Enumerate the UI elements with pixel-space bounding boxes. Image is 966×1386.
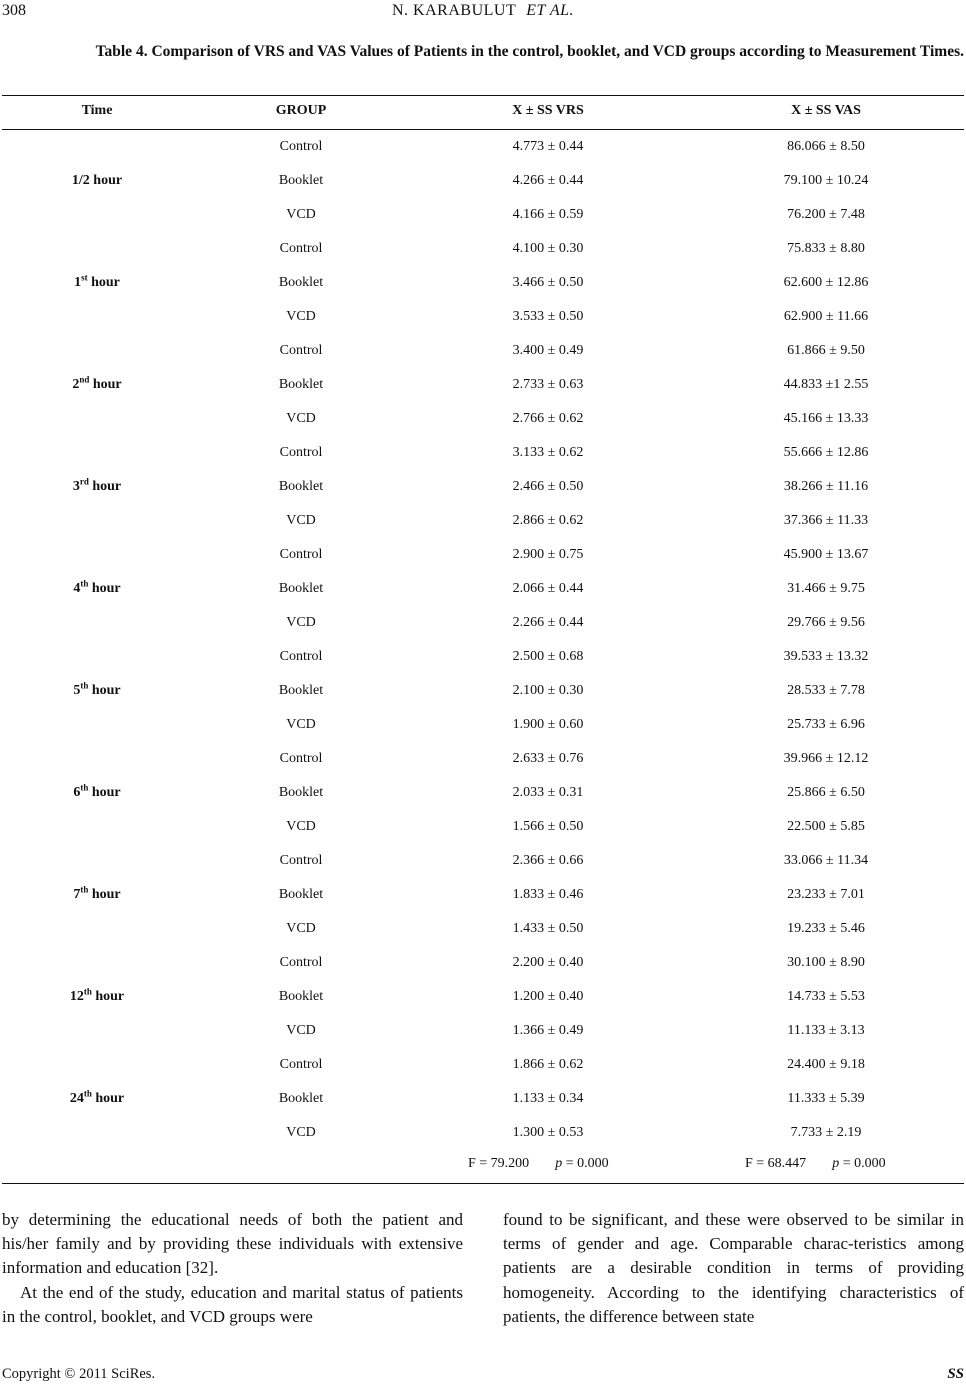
group-cell: Control (279, 343, 323, 358)
vrs-f-value: F = 79.200 (468, 1156, 530, 1171)
group-cell: Control (279, 751, 323, 766)
vas-cell: 25.866 ± 6.50 (787, 785, 865, 800)
vas-cell: 23.233 ± 7.01 (787, 887, 865, 902)
group-cell: VCD (286, 1125, 316, 1140)
group-cell: VCD (286, 717, 316, 732)
time-label-unit: hour (87, 275, 120, 290)
left-column-text (2, 1208, 463, 1329)
vas-cell: 38.266 ± 11.16 (783, 479, 869, 494)
vrs-cell: 3.400 ± 0.49 (512, 343, 584, 358)
vrs-cell: 3.466 ± 0.50 (512, 275, 584, 290)
vrs-cell: 2.500 ± 0.68 (512, 649, 584, 664)
time-label-ordinal: th (83, 986, 92, 997)
time-label-value: 24 (69, 1091, 84, 1106)
time-label-ordinal: th (83, 1088, 92, 1099)
time-label-value: 2 (72, 377, 80, 392)
header-vas: X ± SS VAS (791, 103, 861, 118)
vas-cell: 55.666 ± 12.86 (783, 445, 869, 460)
vas-cell: 44.833 ±1 2.55 (783, 377, 869, 392)
group-cell: VCD (286, 309, 316, 324)
group-cell: Booklet (278, 275, 324, 290)
group-cell: Booklet (278, 989, 324, 1004)
time-label-ordinal: th (80, 782, 89, 793)
running-head (0, 2, 966, 20)
time-label (73, 886, 120, 904)
vrs-cell: 2.266 ± 0.44 (512, 615, 584, 630)
vrs-cell: 2.633 ± 0.76 (512, 751, 584, 766)
running-head-et-al: ET AL. (526, 2, 574, 19)
vas-cell: 61.866 ± 9.50 (787, 343, 865, 358)
group-cell: VCD (286, 513, 316, 528)
time-label-ordinal: th (80, 884, 89, 895)
group-cell: Control (279, 139, 323, 154)
time-label-unit: hour (88, 479, 122, 494)
time-label (72, 172, 122, 190)
time-label (73, 580, 120, 598)
running-head-authors: N. KARABULUT (392, 2, 517, 19)
time-label-unit: hour (88, 683, 121, 698)
vas-cell: 37.366 ± 11.33 (783, 513, 869, 528)
vrs-cell: 1.133 ± 0.34 (512, 1091, 584, 1106)
table-top-rule (2, 95, 964, 96)
vrs-cell: 4.166 ± 0.59 (512, 207, 584, 222)
time-label-value: 4 (73, 581, 81, 596)
time-label-unit: hour (88, 581, 121, 596)
vas-cell: 29.766 ± 9.56 (787, 615, 865, 630)
group-cell: Booklet (278, 1091, 324, 1106)
time-label-ordinal: th (80, 680, 89, 691)
time-label (72, 376, 121, 394)
vas-p-value: = 0.000 (839, 1156, 886, 1171)
header-time: Time (81, 103, 113, 118)
vas-cell: 75.833 ± 8.80 (787, 241, 865, 256)
group-cell: VCD (286, 1023, 316, 1038)
vrs-cell: 4.100 ± 0.30 (512, 241, 584, 256)
copyright-footer: Copyright © 2011 SciRes. (2, 1366, 156, 1382)
vas-cell: 7.733 ± 2.19 (790, 1125, 862, 1140)
group-cell: Booklet (278, 377, 324, 392)
vrs-p-value: = 0.000 (562, 1156, 609, 1171)
page-number: 308 (2, 2, 26, 19)
vas-cell: 62.600 ± 12.86 (783, 275, 869, 290)
vrs-p-label: p (555, 1156, 563, 1171)
vrs-cell: 2.100 ± 0.30 (512, 683, 584, 698)
group-cell: VCD (286, 207, 316, 222)
time-label-ordinal: nd (79, 374, 90, 385)
vas-cell: 76.200 ± 7.48 (787, 207, 865, 222)
time-label-value: 3 (72, 479, 80, 494)
vrs-cell: 2.733 ± 0.63 (512, 377, 584, 392)
group-cell: VCD (286, 819, 316, 834)
vas-cell: 39.966 ± 12.12 (783, 751, 869, 766)
left-paragraph-2: At the end of the study, education and marital status of patients in the control, booklet, and VCD groups were (2, 1282, 463, 1326)
group-cell: Control (279, 547, 323, 562)
vas-cell: 30.100 ± 8.90 (787, 955, 865, 970)
vas-cell: 25.733 ± 6.96 (787, 717, 865, 732)
group-cell: Booklet (278, 479, 324, 494)
vrs-cell: 1.366 ± 0.49 (512, 1023, 584, 1038)
journal-abbrev: SS (947, 1366, 964, 1382)
vrs-cell: 2.866 ± 0.62 (512, 513, 584, 528)
time-label (73, 784, 120, 802)
vas-cell: 24.400 ± 9.18 (787, 1057, 865, 1072)
group-cell: Booklet (278, 887, 324, 902)
group-cell: Booklet (278, 785, 324, 800)
right-column-text (503, 1208, 964, 1329)
group-cell: Control (279, 445, 323, 460)
time-label-value: 5 (73, 683, 81, 698)
group-cell: Booklet (278, 173, 324, 188)
time-label-unit: hour (89, 377, 122, 392)
vrs-cell: 1.900 ± 0.60 (512, 717, 584, 732)
vas-cell: 28.533 ± 7.78 (787, 683, 865, 698)
table-caption: Table 4. Comparison of VRS and VAS Values of Patients in the control, booklet, and VCD groups according to Measurement Times. (95, 43, 964, 60)
vas-cell: 33.066 ± 11.34 (783, 853, 869, 868)
vrs-cell: 1.300 ± 0.53 (512, 1125, 584, 1140)
time-label (73, 478, 121, 496)
group-cell: Control (279, 853, 323, 868)
time-label-value: 1/2 hour (71, 173, 123, 188)
vas-cell: 45.166 ± 13.33 (783, 411, 869, 426)
group-cell: Control (279, 649, 323, 664)
vrs-cell: 3.533 ± 0.50 (512, 309, 584, 324)
table-header-rule (2, 129, 964, 130)
vas-cell: 19.233 ± 5.46 (787, 921, 865, 936)
time-label-value: 6 (73, 785, 81, 800)
time-label (73, 682, 120, 700)
vrs-cell: 3.133 ± 0.62 (512, 445, 584, 460)
vas-cell: 39.533 ± 13.32 (783, 649, 869, 664)
time-label-ordinal: rd (79, 476, 89, 487)
vas-cell: 45.900 ± 13.67 (783, 547, 869, 562)
header-group: GROUP (275, 103, 327, 118)
vas-cell: 62.900 ± 11.66 (783, 309, 869, 324)
vas-cell: 22.500 ± 5.85 (787, 819, 865, 834)
time-label-value: 7 (73, 887, 81, 902)
group-cell: VCD (286, 411, 316, 426)
vas-p-label: p (832, 1156, 840, 1171)
vas-cell: 79.100 ± 10.24 (783, 173, 869, 188)
group-cell: Booklet (278, 581, 324, 596)
time-label-value: 1 (74, 275, 82, 290)
vrs-cell: 2.033 ± 0.31 (512, 785, 584, 800)
group-cell: Booklet (278, 683, 324, 698)
time-label-value: 12 (69, 989, 84, 1004)
vrs-cell: 1.433 ± 0.50 (512, 921, 584, 936)
time-label-ordinal: th (80, 578, 89, 589)
time-label (74, 274, 120, 292)
header-vrs: X ± SS VRS (512, 103, 584, 118)
vrs-cell: 2.466 ± 0.50 (512, 479, 584, 494)
vrs-cell: 1.866 ± 0.62 (512, 1057, 584, 1072)
vas-cell: 86.066 ± 8.50 (787, 139, 865, 154)
group-cell: Control (279, 955, 323, 970)
vrs-cell: 4.266 ± 0.44 (512, 173, 584, 188)
time-label (70, 988, 124, 1006)
vrs-cell: 2.766 ± 0.62 (512, 411, 584, 426)
vas-anova-stat (745, 1156, 886, 1172)
time-label (70, 1090, 124, 1108)
time-label-ordinal: st (81, 272, 88, 283)
vas-cell: 11.333 ± 5.39 (787, 1091, 865, 1106)
vrs-cell: 1.200 ± 0.40 (512, 989, 584, 1004)
vrs-cell: 1.833 ± 0.46 (512, 887, 584, 902)
vrs-cell: 2.366 ± 0.66 (512, 853, 584, 868)
group-cell: VCD (286, 921, 316, 936)
vas-f-value: F = 68.447 (745, 1156, 807, 1171)
vrs-cell: 1.566 ± 0.50 (512, 819, 584, 834)
vas-cell: 11.133 ± 3.13 (787, 1023, 865, 1038)
vrs-cell: 4.773 ± 0.44 (512, 139, 584, 154)
group-cell: VCD (286, 615, 316, 630)
left-paragraph-1: by determining the educational needs of both the patient and his/her family and by providing these individuals with extensive information and education [32]. (2, 1210, 463, 1278)
time-label-unit: hour (91, 1091, 125, 1106)
group-cell: Control (279, 241, 323, 256)
table-bottom-rule (2, 1183, 964, 1184)
time-label-unit: hour (88, 887, 121, 902)
vas-cell: 14.733 ± 5.53 (787, 989, 865, 1004)
vrs-anova-stat (468, 1156, 609, 1172)
group-cell: Control (279, 1057, 323, 1072)
vas-cell: 31.466 ± 9.75 (787, 581, 865, 596)
time-label-unit: hour (88, 785, 121, 800)
right-paragraph-1: found to be significant, and these were observed to be similar in terms of gender and age. Comparable charac-teristics among patients are a desirable condition in terms of providing homogeneity. According to the identifying characteristics of patients, the difference between state (503, 1210, 964, 1326)
vrs-cell: 2.900 ± 0.75 (512, 547, 584, 562)
vrs-cell: 2.200 ± 0.40 (512, 955, 584, 970)
vrs-cell: 2.066 ± 0.44 (512, 581, 584, 596)
time-label-unit: hour (91, 989, 125, 1004)
